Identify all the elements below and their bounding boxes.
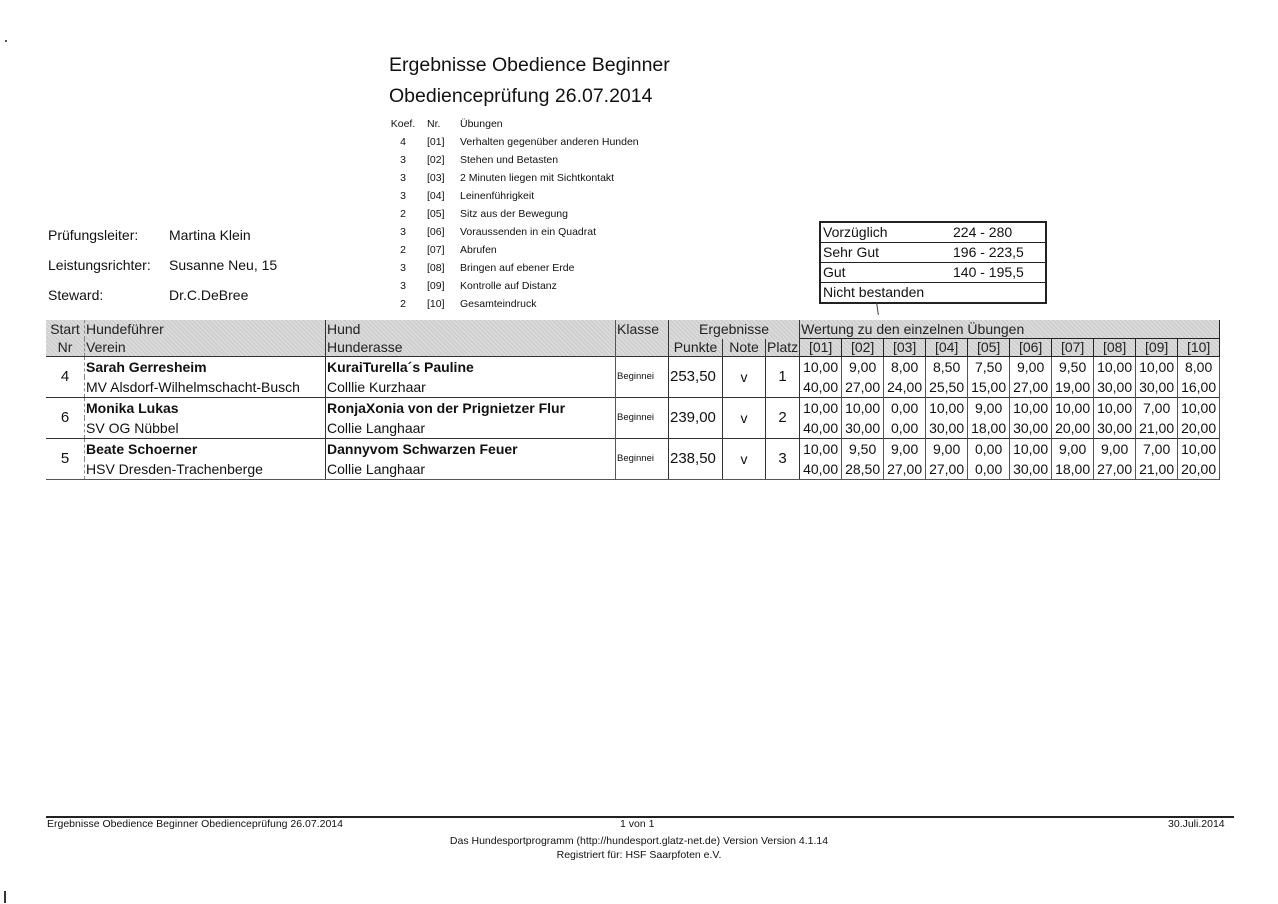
exercise-score: 10,00 [926,398,968,419]
handler-header: Hundeführer [85,320,326,339]
staff-steward [48,287,248,303]
points-value: 238,50 [669,439,723,480]
exercise-weighted-score: 25,50 [926,377,968,398]
dog-name: KuraiTurella´s Pauline [326,357,616,378]
exercise-score: 10,00 [800,357,842,378]
exercise-weighted-score: 30,00 [1136,377,1178,398]
exercise-weighted-score: 40,00 [800,459,842,480]
exercise-koef: 3 [400,225,406,238]
exercise-col-header: [09] [1136,339,1178,357]
exercise-score: 9,00 [884,439,926,460]
exercise-weighted-score: 30,00 [1010,459,1052,480]
exercise-name: 2 Minuten liegen mit Sichtkontakt [460,171,615,184]
exercise-weighted-score: 21,00 [1136,459,1178,480]
start-number: 5 [46,439,85,480]
exercise-item [387,277,639,295]
footer-date: 30.Juli.2014 [1168,818,1225,830]
grade-row [820,243,1046,263]
exercise-koef: 3 [400,171,406,184]
exercise-weighted-score: 27,00 [1094,459,1136,480]
exercise-name: Sitz aus der Bewegung [460,207,568,220]
exercise-weighted-score: 27,00 [926,459,968,480]
staff-pruefungsleiter [48,227,251,243]
exercise-col-header: [10] [1178,339,1220,357]
exercise-nr: [04] [427,189,445,202]
exercise-score: 9,00 [842,357,884,378]
exercise-score: 10,00 [1094,357,1136,378]
points-value: 253,50 [669,357,723,398]
footer-registered-for: Registriert für: HSF Saarpfoten e.V. [556,849,722,861]
footer-page-number: 1 von 1 [620,818,655,830]
exercise-name: Leinenführigkeit [460,189,535,202]
club-name: SV OG Nübbel [85,418,326,439]
exercise-koef: 2 [400,207,406,220]
exercise-col-header: [04] [926,339,968,357]
grade-row [820,283,1046,304]
exercise-col-header: [03] [884,339,926,357]
exercise-koef: 4 [400,135,406,148]
exercise-koef: 2 [400,243,406,256]
grade-row [820,222,1046,243]
exercise-score: 0,00 [968,439,1010,460]
exercise-weighted-score: 30,00 [926,418,968,439]
nr-header: Nr [46,339,85,357]
exercise-item [387,259,639,277]
koef-header: Koef. [390,118,416,130]
scan-edge-mark [4,891,6,903]
exercise-item [387,151,639,169]
exercise-koef: 3 [400,261,406,274]
exercise-weighted-score: 40,00 [800,377,842,398]
grade-scale [819,221,1047,304]
breed-name: Collie Langhaar [326,418,616,439]
results-header-row-2 [46,339,1220,357]
results-header-row-1 [46,320,1220,339]
exercise-score: 10,00 [1010,398,1052,419]
exercise-score: 10,00 [1178,439,1220,460]
exercise-score: 10,00 [1010,439,1052,460]
exercise-weighted-score: 21,00 [1136,418,1178,439]
exercise-weighted-score: 28,50 [842,459,884,480]
exercise-weighted-score: 15,00 [968,377,1010,398]
exercise-item [387,205,639,223]
note-header: Note [723,339,766,357]
exercise-col-header: [07] [1052,339,1094,357]
dog-name: RonjaXonia von der Prignietzer Flur [326,398,616,419]
exercise-weighted-score: 30,00 [1094,418,1136,439]
exercise-weighted-score: 0,00 [968,459,1010,480]
exercise-score: 8,50 [926,357,968,378]
exercise-score: 10,00 [800,398,842,419]
exercise-koef: 3 [400,189,406,202]
grade-range: 196 - 223,5 [951,243,1046,263]
handler-name: Monika Lukas [85,398,326,419]
scan-artifact [5,40,7,42]
footer-program-info: Das Hundesportprogramm (http://hundesport.glatz-net.de) Version Version 4.1.14 [449,835,829,847]
staff-value: Susanne Neu, 15 [169,257,278,273]
exercise-score: 9,00 [1094,439,1136,460]
staff-leistungsrichter [48,257,277,273]
staff-label: Leistungsrichter: [48,257,151,273]
results-table [46,320,1220,480]
exercise-col-header: [05] [968,339,1010,357]
exercise-score: 10,00 [1052,398,1094,419]
club-name: MV Alsdorf-Wilhelmschacht-Busch [85,377,326,398]
exercise-weighted-score: 27,00 [1010,377,1052,398]
exercise-nr: [02] [427,153,445,166]
start-header: Start [46,320,85,339]
exercise-item [387,223,639,241]
breed-name: Colllie Kurzhaar [326,377,616,398]
exercise-score: 9,00 [968,398,1010,419]
staff-value: Martina Klein [169,227,251,243]
platz-header: Platz [767,338,799,355]
exercise-nr: [08] [427,261,445,274]
exercise-name: Kontrolle auf Distanz [460,279,557,292]
note-value: v [723,439,766,480]
punkte-header: Punkte [669,339,723,357]
staff-label: Prüfungsleiter: [48,227,139,243]
exercise-name: Verhalten gegenüber anderen Hunden [460,135,639,148]
exercise-col-header: [08] [1094,339,1136,357]
exercise-col-header: [02] [842,339,884,357]
dog-header: Hund [326,320,616,339]
klasse-value: Beginnei [616,439,669,480]
exercise-score: 8,00 [884,357,926,378]
exercise-nr: [06] [427,225,445,238]
handler-name: Beate Schoerner [85,439,326,460]
exercise-name: Gesamteindruck [460,297,537,310]
exercise-list [387,116,639,313]
exercise-name-header: Übungen [460,118,503,130]
exercise-score: 9,00 [926,439,968,460]
result-row [46,357,1220,378]
note-value: v [723,398,766,439]
exercise-name: Bringen auf ebener Erde [460,261,575,274]
exercise-weighted-score: 40,00 [800,418,842,439]
exercise-score: 10,00 [842,398,884,419]
exercise-weighted-score: 20,00 [1178,418,1220,439]
exercise-score: 10,00 [1136,357,1178,378]
klasse-header-blank [616,339,669,357]
staff-value: Dr.C.DeBree [169,287,249,303]
exercise-list-header [387,116,639,133]
staff-label: Steward: [48,287,104,303]
klasse-header: Klasse [616,320,669,339]
exercise-nr: [01] [427,135,445,148]
exercise-nr: [07] [427,243,445,256]
platz-value: 3 [766,439,800,480]
klasse-value: Beginnei [616,357,669,398]
breed-header: Hunderasse [326,339,616,357]
exercise-name: Abrufen [460,243,497,256]
document-title: Ergebnisse Obedience Beginner [389,54,670,76]
exercise-weighted-score: 19,00 [1052,377,1094,398]
grade-range: 224 - 280 [951,222,1046,243]
exercise-score: 7,00 [1136,439,1178,460]
exercise-score: 0,00 [884,398,926,419]
wertung-header: Wertung zu den einzelnen Übungen [800,320,1220,339]
exercise-weighted-score: 27,00 [842,377,884,398]
result-row [46,398,1220,419]
exercise-koef: 3 [400,153,406,166]
exercise-weighted-score: 18,00 [1052,459,1094,480]
exercise-score: 7,50 [968,357,1010,378]
start-number: 4 [46,357,85,398]
exercise-koef: 3 [400,279,406,292]
exercise-weighted-score: 16,00 [1178,377,1220,398]
exercise-score: 8,00 [1178,357,1220,378]
exercise-score: 10,00 [1094,398,1136,419]
exercise-item [387,241,639,259]
club-name: HSV Dresden-Trachenberge [85,459,326,480]
grade-name: Nicht bestanden [823,284,925,300]
exercise-weighted-score: 27,00 [884,459,926,480]
exercise-weighted-score: 0,00 [884,418,926,439]
grade-row [820,263,1046,283]
exercise-score: 10,00 [800,439,842,460]
exercise-koef: 2 [400,297,406,310]
exercise-score: 7,00 [1136,398,1178,419]
exercise-score: 9,00 [1010,357,1052,378]
dog-name: Dannyvom Schwarzen Feuer [326,439,616,460]
exercise-weighted-score: 24,00 [884,377,926,398]
exercise-col-header: [01] [800,339,842,357]
exercise-item [387,187,639,205]
exercise-weighted-score: 18,00 [968,418,1010,439]
grade-range: 140 - 195,5 [951,263,1046,283]
handler-name: Sarah Gerresheim [85,357,326,378]
result-row [46,439,1220,460]
exercise-weighted-score: 20,00 [1052,418,1094,439]
klasse-value: Beginnei [616,398,669,439]
breed-name: Collie Langhaar [326,459,616,480]
document-subtitle: Obedienceprüfung 26.07.2014 [389,85,653,107]
exercise-name: Voraussenden in ein Quadrat [460,225,597,238]
club-header: Verein [85,339,326,357]
start-number: 6 [46,398,85,439]
exercise-col-header: [06] [1010,339,1052,357]
exercise-nr: [05] [427,207,445,220]
note-value: v [723,357,766,398]
pen-mark [876,303,879,315]
exercise-weighted-score: 20,00 [1178,459,1220,480]
exercise-nr: [09] [427,279,445,292]
points-value: 239,00 [669,398,723,439]
exercise-score: 10,00 [1178,398,1220,419]
exercise-item [387,295,639,313]
exercise-nr: [10] [427,297,445,310]
grade-range [951,283,1046,304]
exercise-score: 9,50 [1052,357,1094,378]
exercise-weighted-score: 30,00 [1010,418,1052,439]
footer-document-title: Ergebnisse Obedience Beginner Obedienceprüfung 26.07.2014 [47,818,343,830]
exercise-score: 9,50 [842,439,884,460]
exercise-nr: [03] [427,171,445,184]
exercise-item [387,133,639,151]
exercise-score: 9,00 [1052,439,1094,460]
ergebnisse-header: Ergebnisse [669,320,800,339]
grade-name: Vorzüglich [820,222,951,243]
exercise-item [387,169,639,187]
platz-value: 1 [766,357,800,398]
exercise-weighted-score: 30,00 [1094,377,1136,398]
platz-value: 2 [766,398,800,439]
grade-name: Gut [820,263,951,283]
nr-header: Nr. [427,118,441,130]
exercise-name: Stehen und Betasten [460,153,559,166]
grade-name: Sehr Gut [820,243,951,263]
exercise-weighted-score: 30,00 [842,418,884,439]
